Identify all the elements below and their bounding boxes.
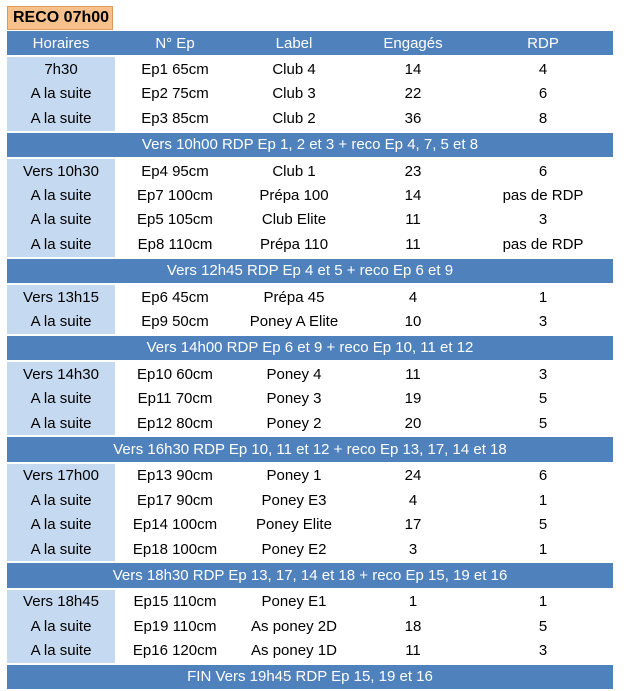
label-cell: Club 1 [235, 158, 353, 183]
engages-cell: 3 [353, 537, 473, 562]
engages-cell: 11 [353, 232, 473, 257]
header-num-ep: N° Ep [115, 31, 235, 56]
table-row [7, 82, 613, 106]
rdp-cell: 5 [473, 386, 613, 410]
rdp-cell: 5 [473, 411, 613, 436]
horaire-cell: A la suite [7, 232, 115, 257]
label-cell: Poney 1 [235, 463, 353, 488]
table-row [7, 614, 613, 638]
table-row [7, 638, 613, 663]
table-row [7, 208, 613, 232]
engages-cell: 4 [353, 284, 473, 309]
table-row [7, 386, 613, 410]
separator-text: Vers 12h45 RDP Ep 4 et 5 + reco Ep 6 et 9 [7, 258, 613, 284]
epreuve-cell: Ep5 105cm [115, 208, 235, 232]
rdp-cell: 1 [473, 589, 613, 614]
epreuve-cell: Ep11 70cm [115, 386, 235, 410]
label-cell: Poney E1 [235, 589, 353, 614]
epreuve-cell: Ep12 80cm [115, 411, 235, 436]
rdp-cell: 6 [473, 463, 613, 488]
horaire-cell: 7h30 [7, 56, 115, 81]
table-row [7, 589, 613, 614]
horaire-cell: A la suite [7, 488, 115, 512]
label-cell: Club 4 [235, 56, 353, 81]
label-cell: As poney 1D [235, 638, 353, 663]
horaire-cell: Vers 10h30 [7, 158, 115, 183]
separator-row [7, 258, 613, 284]
horaire-cell: A la suite [7, 537, 115, 562]
epreuve-cell: Ep18 100cm [115, 537, 235, 562]
horaire-cell: A la suite [7, 386, 115, 410]
separator-text: Vers 16h30 RDP Ep 10, 11 et 12 + reco Ep 13, 17, 14 et 18 [7, 436, 613, 462]
schedule-table [7, 31, 613, 691]
label-cell: Poney E3 [235, 488, 353, 512]
rdp-cell: 3 [473, 208, 613, 232]
table-row [7, 463, 613, 488]
label-cell: Prépa 45 [235, 284, 353, 309]
engages-cell: 14 [353, 56, 473, 81]
horaire-cell: A la suite [7, 208, 115, 232]
engages-cell: 36 [353, 106, 473, 131]
label-cell: Club Elite [235, 208, 353, 232]
table-row [7, 488, 613, 512]
table-row [7, 361, 613, 386]
table-row [7, 309, 613, 334]
separator-row [7, 562, 613, 588]
rdp-cell: 1 [473, 488, 613, 512]
engages-cell: 23 [353, 158, 473, 183]
rdp-cell: 5 [473, 512, 613, 536]
epreuve-cell: Ep7 100cm [115, 183, 235, 207]
epreuve-cell: Ep10 60cm [115, 361, 235, 386]
header-label: Label [235, 31, 353, 56]
engages-cell: 22 [353, 82, 473, 106]
table-row [7, 183, 613, 207]
horaire-cell: A la suite [7, 512, 115, 536]
rdp-cell: pas de RDP [473, 232, 613, 257]
rdp-cell: pas de RDP [473, 183, 613, 207]
separator-row [7, 664, 613, 690]
separator-row [7, 132, 613, 158]
separator-text: Vers 10h00 RDP Ep 1, 2 et 3 + reco Ep 4, 7, 5 et 8 [7, 132, 613, 158]
separator-row [7, 436, 613, 462]
reco-title: RECO 07h00 [7, 6, 113, 30]
rdp-cell: 5 [473, 614, 613, 638]
rdp-cell: 8 [473, 106, 613, 131]
horaire-cell: A la suite [7, 309, 115, 334]
epreuve-cell: Ep16 120cm [115, 638, 235, 663]
label-cell: Poney 2 [235, 411, 353, 436]
label-cell: Poney E2 [235, 537, 353, 562]
table-row [7, 106, 613, 131]
engages-cell: 24 [353, 463, 473, 488]
engages-cell: 10 [353, 309, 473, 334]
label-cell: Poney 3 [235, 386, 353, 410]
table-row [7, 284, 613, 309]
engages-cell: 18 [353, 614, 473, 638]
engages-cell: 11 [353, 361, 473, 386]
label-cell: Prépa 100 [235, 183, 353, 207]
epreuve-cell: Ep3 85cm [115, 106, 235, 131]
horaire-cell: Vers 14h30 [7, 361, 115, 386]
horaire-cell: A la suite [7, 638, 115, 663]
epreuve-cell: Ep9 50cm [115, 309, 235, 334]
header-rdp: RDP [473, 31, 613, 56]
table-row [7, 158, 613, 183]
rdp-cell: 1 [473, 537, 613, 562]
rdp-cell: 4 [473, 56, 613, 81]
epreuve-cell: Ep13 90cm [115, 463, 235, 488]
label-cell: Poney A Elite [235, 309, 353, 334]
engages-cell: 17 [353, 512, 473, 536]
epreuve-cell: Ep17 90cm [115, 488, 235, 512]
rdp-cell: 3 [473, 361, 613, 386]
header-row [7, 31, 613, 56]
engages-cell: 1 [353, 589, 473, 614]
separator-text: Vers 14h00 RDP Ep 6 et 9 + reco Ep 10, 11 et 12 [7, 335, 613, 361]
schedule-body [7, 56, 613, 690]
label-cell: As poney 2D [235, 614, 353, 638]
separator-text: FIN Vers 19h45 RDP Ep 15, 19 et 16 [7, 664, 613, 690]
epreuve-cell: Ep1 65cm [115, 56, 235, 81]
horaire-cell: A la suite [7, 411, 115, 436]
engages-cell: 19 [353, 386, 473, 410]
engages-cell: 4 [353, 488, 473, 512]
table-row [7, 537, 613, 562]
horaire-cell: A la suite [7, 106, 115, 131]
epreuve-cell: Ep14 100cm [115, 512, 235, 536]
epreuve-cell: Ep19 110cm [115, 614, 235, 638]
label-cell: Poney Elite [235, 512, 353, 536]
horaire-cell: A la suite [7, 183, 115, 207]
rdp-cell: 3 [473, 638, 613, 663]
epreuve-cell: Ep2 75cm [115, 82, 235, 106]
table-row [7, 411, 613, 436]
epreuve-cell: Ep4 95cm [115, 158, 235, 183]
epreuve-cell: Ep8 110cm [115, 232, 235, 257]
label-cell: Poney 4 [235, 361, 353, 386]
horaire-cell: Vers 13h15 [7, 284, 115, 309]
table-row [7, 56, 613, 81]
epreuve-cell: Ep15 110cm [115, 589, 235, 614]
horaire-cell: A la suite [7, 614, 115, 638]
rdp-cell: 6 [473, 158, 613, 183]
horaire-cell: Vers 17h00 [7, 463, 115, 488]
horaire-cell: A la suite [7, 82, 115, 106]
label-cell: Club 2 [235, 106, 353, 131]
table-row [7, 232, 613, 257]
label-cell: Prépa 110 [235, 232, 353, 257]
separator-row [7, 335, 613, 361]
engages-cell: 11 [353, 208, 473, 232]
header-horaires: Horaires [7, 31, 115, 56]
engages-cell: 20 [353, 411, 473, 436]
rdp-cell: 1 [473, 284, 613, 309]
header-engages: Engagés [353, 31, 473, 56]
engages-cell: 11 [353, 638, 473, 663]
table-row [7, 512, 613, 536]
rdp-cell: 6 [473, 82, 613, 106]
separator-text: Vers 18h30 RDP Ep 13, 17, 14 et 18 + reco Ep 15, 19 et 16 [7, 562, 613, 588]
epreuve-cell: Ep6 45cm [115, 284, 235, 309]
engages-cell: 14 [353, 183, 473, 207]
label-cell: Club 3 [235, 82, 353, 106]
rdp-cell: 3 [473, 309, 613, 334]
horaire-cell: Vers 18h45 [7, 589, 115, 614]
